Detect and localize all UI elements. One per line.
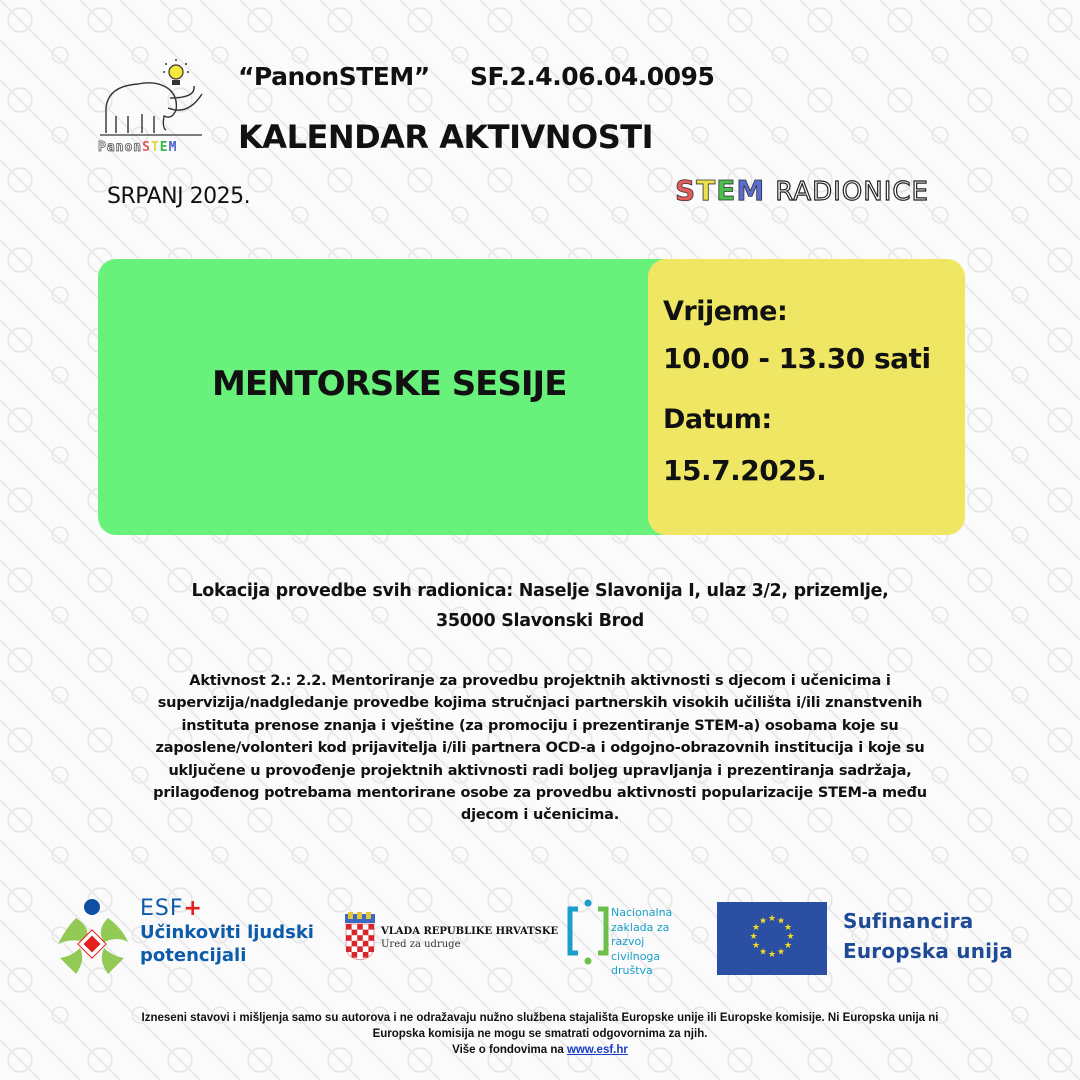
svg-text:★: ★: [783, 941, 793, 951]
svg-text:★: ★: [783, 923, 793, 933]
svg-text:★: ★: [786, 932, 795, 942]
project-name: “PanonSTEM”: [238, 62, 430, 91]
svg-text:★: ★: [776, 916, 786, 927]
svg-text:★: ★: [751, 941, 761, 951]
esf-logo-icon: [56, 898, 128, 976]
eu-cofinanced-text: Sufinancira Europska unija: [843, 909, 1013, 963]
eu-flag-icon: [717, 902, 827, 975]
esf-website-link[interactable]: www.esf.hr: [566, 1044, 628, 1056]
eu-disclaimer: Izneseni stavovi i mišljenja samo su autorova i ne odražavaju nužno službena stajališta Europske unije ili Europske komisije. Ni Europska unija ni Europska komisija ne mogu se smatrati odgovornima za njih. Više o fondovima na www.esf.hr: [141, 1012, 939, 1056]
panonstem-logo: [98, 58, 206, 158]
vlada-logo-text: VLADA REPUBLIKE HRVATSKE Ured za udruge: [381, 926, 559, 950]
month-label: SRPANJ 2025.: [107, 184, 251, 209]
svg-text:★: ★: [767, 950, 777, 960]
logo-wordmark: PanonSTEM: [98, 140, 178, 155]
svg-text:★: ★: [751, 923, 761, 933]
page-title: KALENDAR AKTIVNOSTI: [238, 118, 654, 156]
croatian-coat-of-arms-icon: [344, 912, 376, 960]
svg-text:★: ★: [749, 932, 758, 942]
time-value: 10.00 - 13.30 sati: [663, 342, 931, 375]
esf-logo-text: ESF+ Učinkoviti ljudski potencijali: [140, 896, 314, 966]
date-value: 15.7.2025.: [663, 454, 827, 487]
svg-text:★: ★: [758, 947, 768, 958]
project-code: SF.2.4.06.04.0095: [470, 62, 715, 91]
nzr-bracket-icon: [566, 899, 610, 969]
activity-description: Aktivnost 2.: 2.2. Mentoriranje za provedbu projektnih aktivnosti s djecom i učenicima i supervizija/nadgledanje provedbe kojima stručnjaci partnerskih visokih učilišta i/ili znanstvenih instituta prenose znanja i vještine (za promociju i prezentiranje STEM-a) osobama koje su zaposlene/volonteri kod prijavitelja i/ili partnera OCD-a i odgojno-obrazovnih institucija i koje su uključene u provođenje projektnih aktivnosti radi boljeg upravljanja i prezentiranja sadržaja, prilagođenog potrebama mentorirane osobe za provedbu aktivnosti popularizacije STEM-a među djecom i učenicima.: [153, 673, 927, 824]
location-text: Lokacija provedbe svih radionica: Naselje Slavonija I, ulaz 3/2, prizemlje, 35000 Slavonski Brod: [191, 581, 889, 631]
nzr-logo-text: Nacionalna zaklada za razvoj civilnoga društva: [611, 906, 673, 977]
mammoth-lightbulb-icon: [98, 58, 206, 138]
svg-text:★: ★: [767, 914, 777, 924]
svg-text:★: ★: [758, 916, 768, 927]
time-label: Vrijeme:: [663, 296, 788, 327]
date-label: Datum:: [663, 404, 772, 435]
event-title: MENTORSKE SESIJE: [212, 364, 567, 404]
svg-text:★: ★: [776, 947, 786, 958]
stem-radionice-badge: STEM RADIONICE: [675, 174, 929, 207]
